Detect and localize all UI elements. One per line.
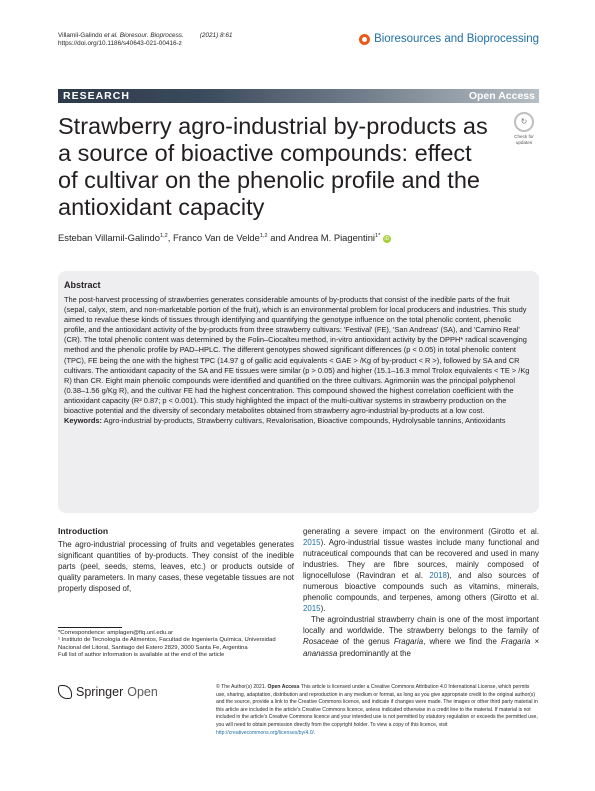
abstract-box [58, 271, 539, 513]
section-heading: Introduction [58, 526, 109, 536]
journal-logo-icon [359, 34, 370, 45]
paragraph: generating a severe impact on the environment (Girotto et al. 2015). Agro-industrial tissue wastes include many functional and nutraceutical compounds that can be recovered and used in many industries. They are fibre sources, mainly composed of lignocellulose (Ravindran et al. 2018), and also sources of numerous bioactive compounds such as vitamins, minerals, phenolic compounds, and terpenes, among others (Girotto et al. 2015). [303, 527, 539, 614]
author-name[interactable]: Franco Van de Velde [172, 232, 260, 243]
license-link[interactable]: http://creativecommons.org/licenses/by/4.0/ [216, 729, 314, 736]
keywords: Keywords: Agro-industrial by-products, Strawberry cultivars, Revalorisation, Bioactive compounds, Hydrolysable tannins, Antioxidants [64, 416, 506, 426]
author-name[interactable]: Esteban Villamil-Galindo [58, 232, 160, 243]
body-column-right [303, 526, 539, 659]
abstract-heading: Abstract [64, 280, 101, 290]
author-info-note: Full list of author information is available at the end of the article [58, 651, 225, 658]
author-list: Esteban Villamil-Galindo$^{1,2}$, Franco Van de Velde$^{1,2}$ and Andrea M. Piagentini$^{1*}$ iD [58, 232, 390, 243]
affiliation: ¹ Instituto de Tecnología de Alimentos, Facultad de Ingeniería Química, Universidad Nacional del Litoral, Santiago del Estero 2829, 3000 Santa Fe, Argentina [58, 637, 276, 651]
author-name[interactable]: Andrea M. Piagentini [287, 232, 375, 243]
body-column-left [58, 526, 294, 594]
article-type: RESEARCH [63, 90, 130, 102]
springer-horse-icon [58, 685, 72, 699]
correspondence[interactable]: *Correspondence: amplagen@fiq.unl.edu.ar [58, 630, 174, 636]
footnotes [58, 630, 294, 659]
article-type-band [58, 89, 539, 103]
check-for-updates-button[interactable]: ↻ Check for updates [511, 112, 537, 145]
running-header [58, 32, 232, 49]
footnote-divider [58, 627, 122, 628]
abstract-text: The post-harvest processing of strawberries generates considerable amounts of by-products that consist of the inedible parts of the fruit (sepal, calyx, stem, and non-marketable portion of the fruit), which is an environmental problem for local producers and industries. This study aimed to revalue these kinds of tissues through identifying and quantifying the genotype influence on the total phenolic content, phenolic profile, and the antioxidant activity of the by-products from three strawberry cultivars: 'Festival' (FE), 'San Andreas' (SA), and 'Camino Real' (CR). The total phenolic content was determined by the Folin–Ciocalteu method, in-vitro antioxidant activity by the DPPH* radical scavenging method and the phenolic profile by PAD–HPLC. The different genotypes showed significant differences (p < 0.05) in total phenolic content (TPC), FE being the one with the highest TPC (14.97 g of gallic acid equivalents < GAE > /Kg of by-product < R >), followed by SA and CR cultivars. The antioxidant capacity of the SA and FE tissues were similar (p > 0.05) and higher (15.1–16.3 mmol Trolox equivalents < TE > /Kg R) than CR. Eight main phenolic compounds were identified and quantified on the three cultivars. Agrimoniin was the principal polyphenol (0.38–1.56 g/Kg R), and the cultivar FE had the highest concentration. This compound showed the highest correlation coefficient with the antioxidant capacity (R² 0.87; p < 0.001). This study highlighted the impact of the multi-cultivar systems in strawberry production on the bioactive potential and the diversity of secondary metabolites obtained from strawberry agro-industrial by-products at a low cost. [64, 295, 530, 416]
publisher-logo[interactable]: Springer Open [58, 685, 158, 699]
paragraph: The agro-industrial processing of fruits and vegetables generates significant quantities of by-products. They consist of the inedible parts (peel, seeds, stems, leaves, etc.) or products outside of quality parameters. In many cases, these vegetable tissues are not properly disposed of, [58, 540, 294, 594]
license-text: © The Author(s) 2021. Open Access This article is licensed under a Creative Commons Attribution 4.0 International License, which permits use, sharing, adaptation, distribution and reproduction in any medium or format, as long as you give appropriate credit to the original author(s) and the source, provide a link to the Creative Commons licence, and indicate if changes were made. The images or other third party material in this article are included in the article's Creative Commons licence, unless indicated otherwise in a credit line to the material. If material is not included in the article's Creative Commons licence and your intended use is not permitted by statutory regulation or exceeds the permitted use, you will need to obtain permission directly from the copyright holder. To view a copy of this licence, visit http://creativecommons.org/licenses/by/4.0/. [216, 684, 538, 736]
orcid-icon[interactable]: iD [384, 235, 390, 242]
citation-line: Villamil-Galindo et al. Bioresour. Bioprocess. (2021) 8:61 [58, 32, 233, 39]
doi-link[interactable]: https://doi.org/10.1186/s40643-021-00416-z [58, 40, 182, 48]
citation-link[interactable]: 2015 [303, 604, 321, 614]
check-updates-icon: ↻ [514, 112, 534, 132]
open-access-label: Open Access [468, 90, 535, 102]
paragraph: The agroindustrial strawberry chain is one of the most important locally and worldwide. The strawberry belongs to the family of Rosaceae of the genus Fragaria, where we find the Fragaria × ananassa predominantly at the [303, 615, 539, 658]
journal-name[interactable]: Bioresources and Bioprocessing [359, 33, 539, 45]
article-title: Strawberry agro-industrial by-products as a source of bioactive compounds: effect of cultivar on the phenolic profile and the antioxidant capacity [58, 113, 488, 220]
citation-link[interactable]: 2018 [429, 571, 447, 581]
citation-link[interactable]: 2015 [303, 538, 321, 548]
